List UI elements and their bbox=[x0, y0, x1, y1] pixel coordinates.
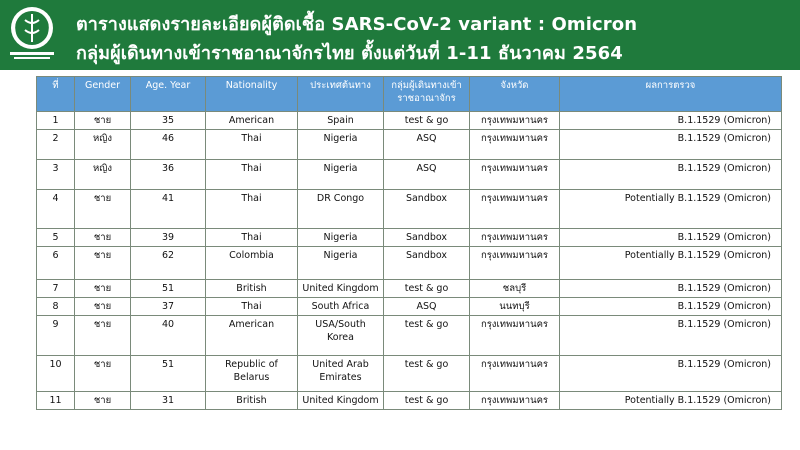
cell-age: 51 bbox=[131, 280, 206, 298]
cell-province: กรุงเทพมหานคร bbox=[470, 112, 560, 130]
cell-gender: ชาย bbox=[75, 190, 131, 229]
cell-result: B.1.1529 (Omicron) bbox=[560, 130, 782, 160]
table-row bbox=[37, 160, 782, 190]
cell-province: กรุงเทพมหานคร bbox=[470, 130, 560, 160]
cell-result: B.1.1529 (Omicron) bbox=[560, 298, 782, 316]
cell-age: 31 bbox=[131, 392, 206, 410]
column-header-gender: Gender bbox=[75, 77, 131, 112]
cell-gender: ชาย bbox=[75, 298, 131, 316]
cell-province: นนทบุรี bbox=[470, 298, 560, 316]
cell-gender: ชาย bbox=[75, 392, 131, 410]
cell-result: B.1.1529 (Omicron) bbox=[560, 316, 782, 356]
table-row bbox=[37, 392, 782, 410]
cell-no: 8 bbox=[37, 298, 75, 316]
cell-nationality: Thai bbox=[206, 160, 298, 190]
cell-group: test & go bbox=[384, 356, 470, 392]
cell-nationality: British bbox=[206, 392, 298, 410]
cell-no: 7 bbox=[37, 280, 75, 298]
cell-province: กรุงเทพมหานคร bbox=[470, 229, 560, 247]
title-banner bbox=[0, 0, 800, 70]
cell-origin: United Kingdom bbox=[298, 280, 384, 298]
cell-origin: DR Congo bbox=[298, 190, 384, 229]
table-row bbox=[37, 316, 782, 356]
column-header-province: จังหวัด bbox=[470, 77, 560, 112]
table-row bbox=[37, 247, 782, 280]
page-title-line-1: ตารางแสดงรายละเอียดผู้ติดเชื้อ SARS-CoV-2 variant : Omicron bbox=[76, 14, 638, 35]
cell-group: test & go bbox=[384, 112, 470, 130]
cell-origin: Nigeria bbox=[298, 160, 384, 190]
cell-age: 35 bbox=[131, 112, 206, 130]
cell-province: กรุงเทพมหานคร bbox=[470, 316, 560, 356]
cell-age: 46 bbox=[131, 130, 206, 160]
cell-nationality: American bbox=[206, 112, 298, 130]
cell-no: 11 bbox=[37, 392, 75, 410]
table-row bbox=[37, 229, 782, 247]
page-title-line-2: กลุ่มผู้เดินทางเข้าราชอาณาจักรไทย ตั้งแต่วันที่ 1-11 ธันวาคม 2564 bbox=[76, 43, 623, 64]
table-header-row bbox=[37, 77, 782, 112]
cell-nationality: Thai bbox=[206, 298, 298, 316]
cell-gender: ชาย bbox=[75, 247, 131, 280]
cell-nationality: British bbox=[206, 280, 298, 298]
cell-province: กรุงเทพมหานคร bbox=[470, 356, 560, 392]
cell-origin: South Africa bbox=[298, 298, 384, 316]
cell-result: B.1.1529 (Omicron) bbox=[560, 112, 782, 130]
cell-no: 1 bbox=[37, 112, 75, 130]
cell-group: ASQ bbox=[384, 130, 470, 160]
cell-group: ASQ bbox=[384, 298, 470, 316]
cell-gender: หญิง bbox=[75, 160, 131, 190]
cell-origin: USA/South Korea bbox=[298, 316, 384, 356]
cell-age: 51 bbox=[131, 356, 206, 392]
cell-no: 4 bbox=[37, 190, 75, 229]
cell-gender: ชาย bbox=[75, 229, 131, 247]
cell-province: กรุงเทพมหานคร bbox=[470, 247, 560, 280]
cell-age: 36 bbox=[131, 160, 206, 190]
cell-group: test & go bbox=[384, 392, 470, 410]
table-row bbox=[37, 356, 782, 392]
cell-result: B.1.1529 (Omicron) bbox=[560, 356, 782, 392]
cell-gender: ชาย bbox=[75, 316, 131, 356]
cell-result: Potentially B.1.1529 (Omicron) bbox=[560, 247, 782, 280]
cell-origin: United Kingdom bbox=[298, 392, 384, 410]
cell-no: 10 bbox=[37, 356, 75, 392]
cell-nationality: Colombia bbox=[206, 247, 298, 280]
cell-age: 62 bbox=[131, 247, 206, 280]
table-row bbox=[37, 130, 782, 160]
cell-age: 40 bbox=[131, 316, 206, 356]
cell-gender: หญิง bbox=[75, 130, 131, 160]
column-header-nationality: Nationality bbox=[206, 77, 298, 112]
cell-province: กรุงเทพมหานคร bbox=[470, 160, 560, 190]
cell-origin: Nigeria bbox=[298, 247, 384, 280]
omicron-cases-table bbox=[36, 76, 782, 410]
cell-nationality: Thai bbox=[206, 190, 298, 229]
table-row bbox=[37, 298, 782, 316]
cell-gender: ชาย bbox=[75, 356, 131, 392]
cell-result: Potentially B.1.1529 (Omicron) bbox=[560, 392, 782, 410]
cell-no: 3 bbox=[37, 160, 75, 190]
cell-age: 37 bbox=[131, 298, 206, 316]
cell-result: B.1.1529 (Omicron) bbox=[560, 229, 782, 247]
table-row bbox=[37, 190, 782, 229]
cell-origin: Nigeria bbox=[298, 229, 384, 247]
cell-group: Sandbox bbox=[384, 229, 470, 247]
table-row bbox=[37, 280, 782, 298]
ministry-logo-icon bbox=[6, 4, 58, 62]
cell-nationality: Thai bbox=[206, 130, 298, 160]
cell-age: 41 bbox=[131, 190, 206, 229]
cell-province: กรุงเทพมหานคร bbox=[470, 190, 560, 229]
cell-group: Sandbox bbox=[384, 247, 470, 280]
cell-origin: Nigeria bbox=[298, 130, 384, 160]
column-header-result: ผลการตรวจ bbox=[560, 77, 782, 112]
table-row bbox=[37, 112, 782, 130]
cell-age: 39 bbox=[131, 229, 206, 247]
column-header-no: ที่ bbox=[37, 77, 75, 112]
cell-nationality: Republic of Belarus bbox=[206, 356, 298, 392]
cell-result: B.1.1529 (Omicron) bbox=[560, 160, 782, 190]
cell-result: Potentially B.1.1529 (Omicron) bbox=[560, 190, 782, 229]
cell-group: test & go bbox=[384, 316, 470, 356]
column-header-origin-country: ประเทศต้นทาง bbox=[298, 77, 384, 112]
cell-no: 9 bbox=[37, 316, 75, 356]
cell-origin: United Arab Emirates bbox=[298, 356, 384, 392]
cell-no: 5 bbox=[37, 229, 75, 247]
column-header-age: Age. Year bbox=[131, 77, 206, 112]
cell-result: B.1.1529 (Omicron) bbox=[560, 280, 782, 298]
cell-gender: ชาย bbox=[75, 112, 131, 130]
cell-group: test & go bbox=[384, 280, 470, 298]
cell-province: ชลบุรี bbox=[470, 280, 560, 298]
cell-no: 2 bbox=[37, 130, 75, 160]
cell-group: Sandbox bbox=[384, 190, 470, 229]
cell-nationality: American bbox=[206, 316, 298, 356]
column-header-traveler-group: กลุ่มผู้เดินทางเข้าราชอาณาจักร bbox=[384, 77, 470, 112]
cell-origin: Spain bbox=[298, 112, 384, 130]
cell-nationality: Thai bbox=[206, 229, 298, 247]
cell-group: ASQ bbox=[384, 160, 470, 190]
cell-province: กรุงเทพมหานคร bbox=[470, 392, 560, 410]
cell-no: 6 bbox=[37, 247, 75, 280]
cell-gender: ชาย bbox=[75, 280, 131, 298]
